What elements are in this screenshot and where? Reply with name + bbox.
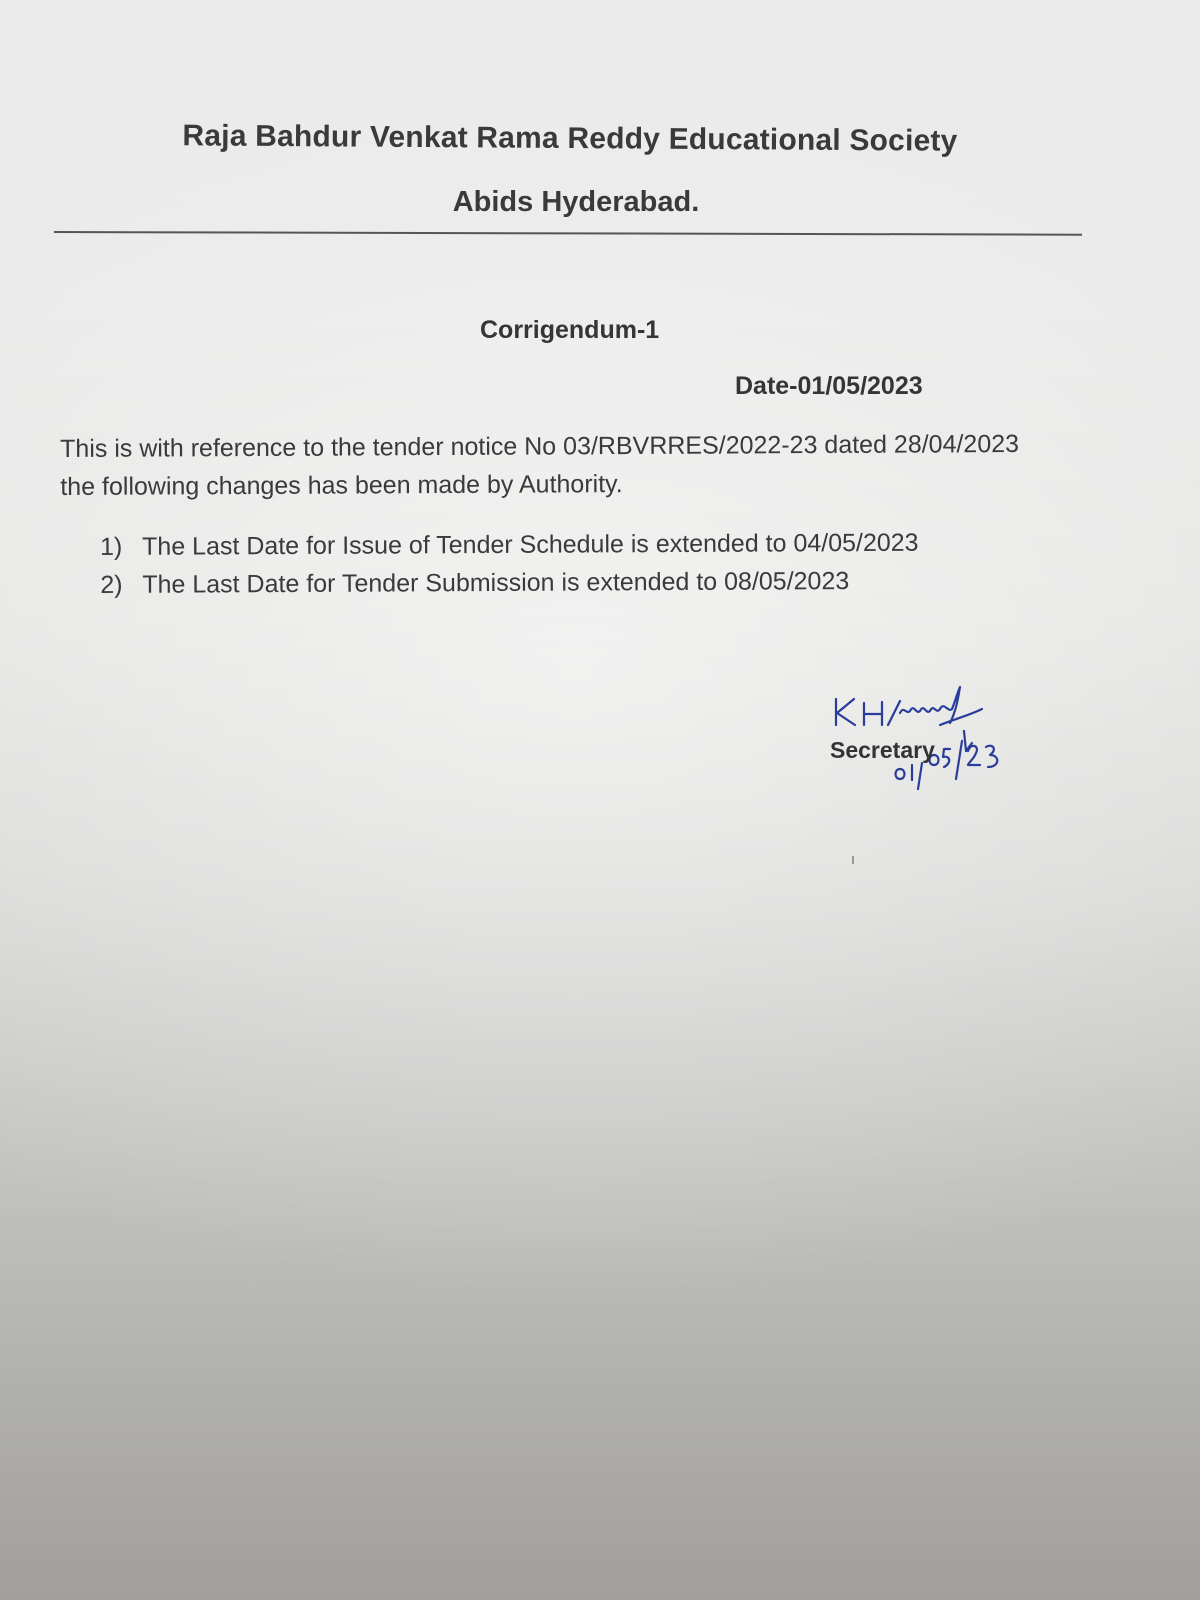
list-item xyxy=(100,523,1100,566)
organization-name: Raja Bahdur Venkat Rama Reddy Educational Society xyxy=(182,119,958,158)
organization-location: Abids Hyderabad. xyxy=(452,186,700,218)
document-date: Date-01/05/2023 xyxy=(735,372,923,400)
changes-list xyxy=(100,523,1100,604)
list-item-number: 2) xyxy=(100,570,123,599)
header-divider xyxy=(54,231,1082,236)
intro-line: the following changes has been made by Authority. xyxy=(60,470,623,501)
list-item-number: 1) xyxy=(100,532,123,561)
intro-paragraph xyxy=(60,424,1160,506)
document-title: Corrigendum-1 xyxy=(480,316,660,344)
signatory-designation: Secretary xyxy=(830,737,935,763)
list-item-text: The Last Date for Tender Submission is extended to 08/05/2023 xyxy=(142,567,850,599)
list-item-text: The Last Date for Issue of Tender Schedule is extended to 04/05/2023 xyxy=(142,528,919,561)
list-item xyxy=(100,561,1100,604)
intro-line: This is with reference to the tender notice No 03/RBVRRES/2022-23 dated 28/04/2023 xyxy=(60,429,1020,463)
paper-speck xyxy=(852,856,854,864)
